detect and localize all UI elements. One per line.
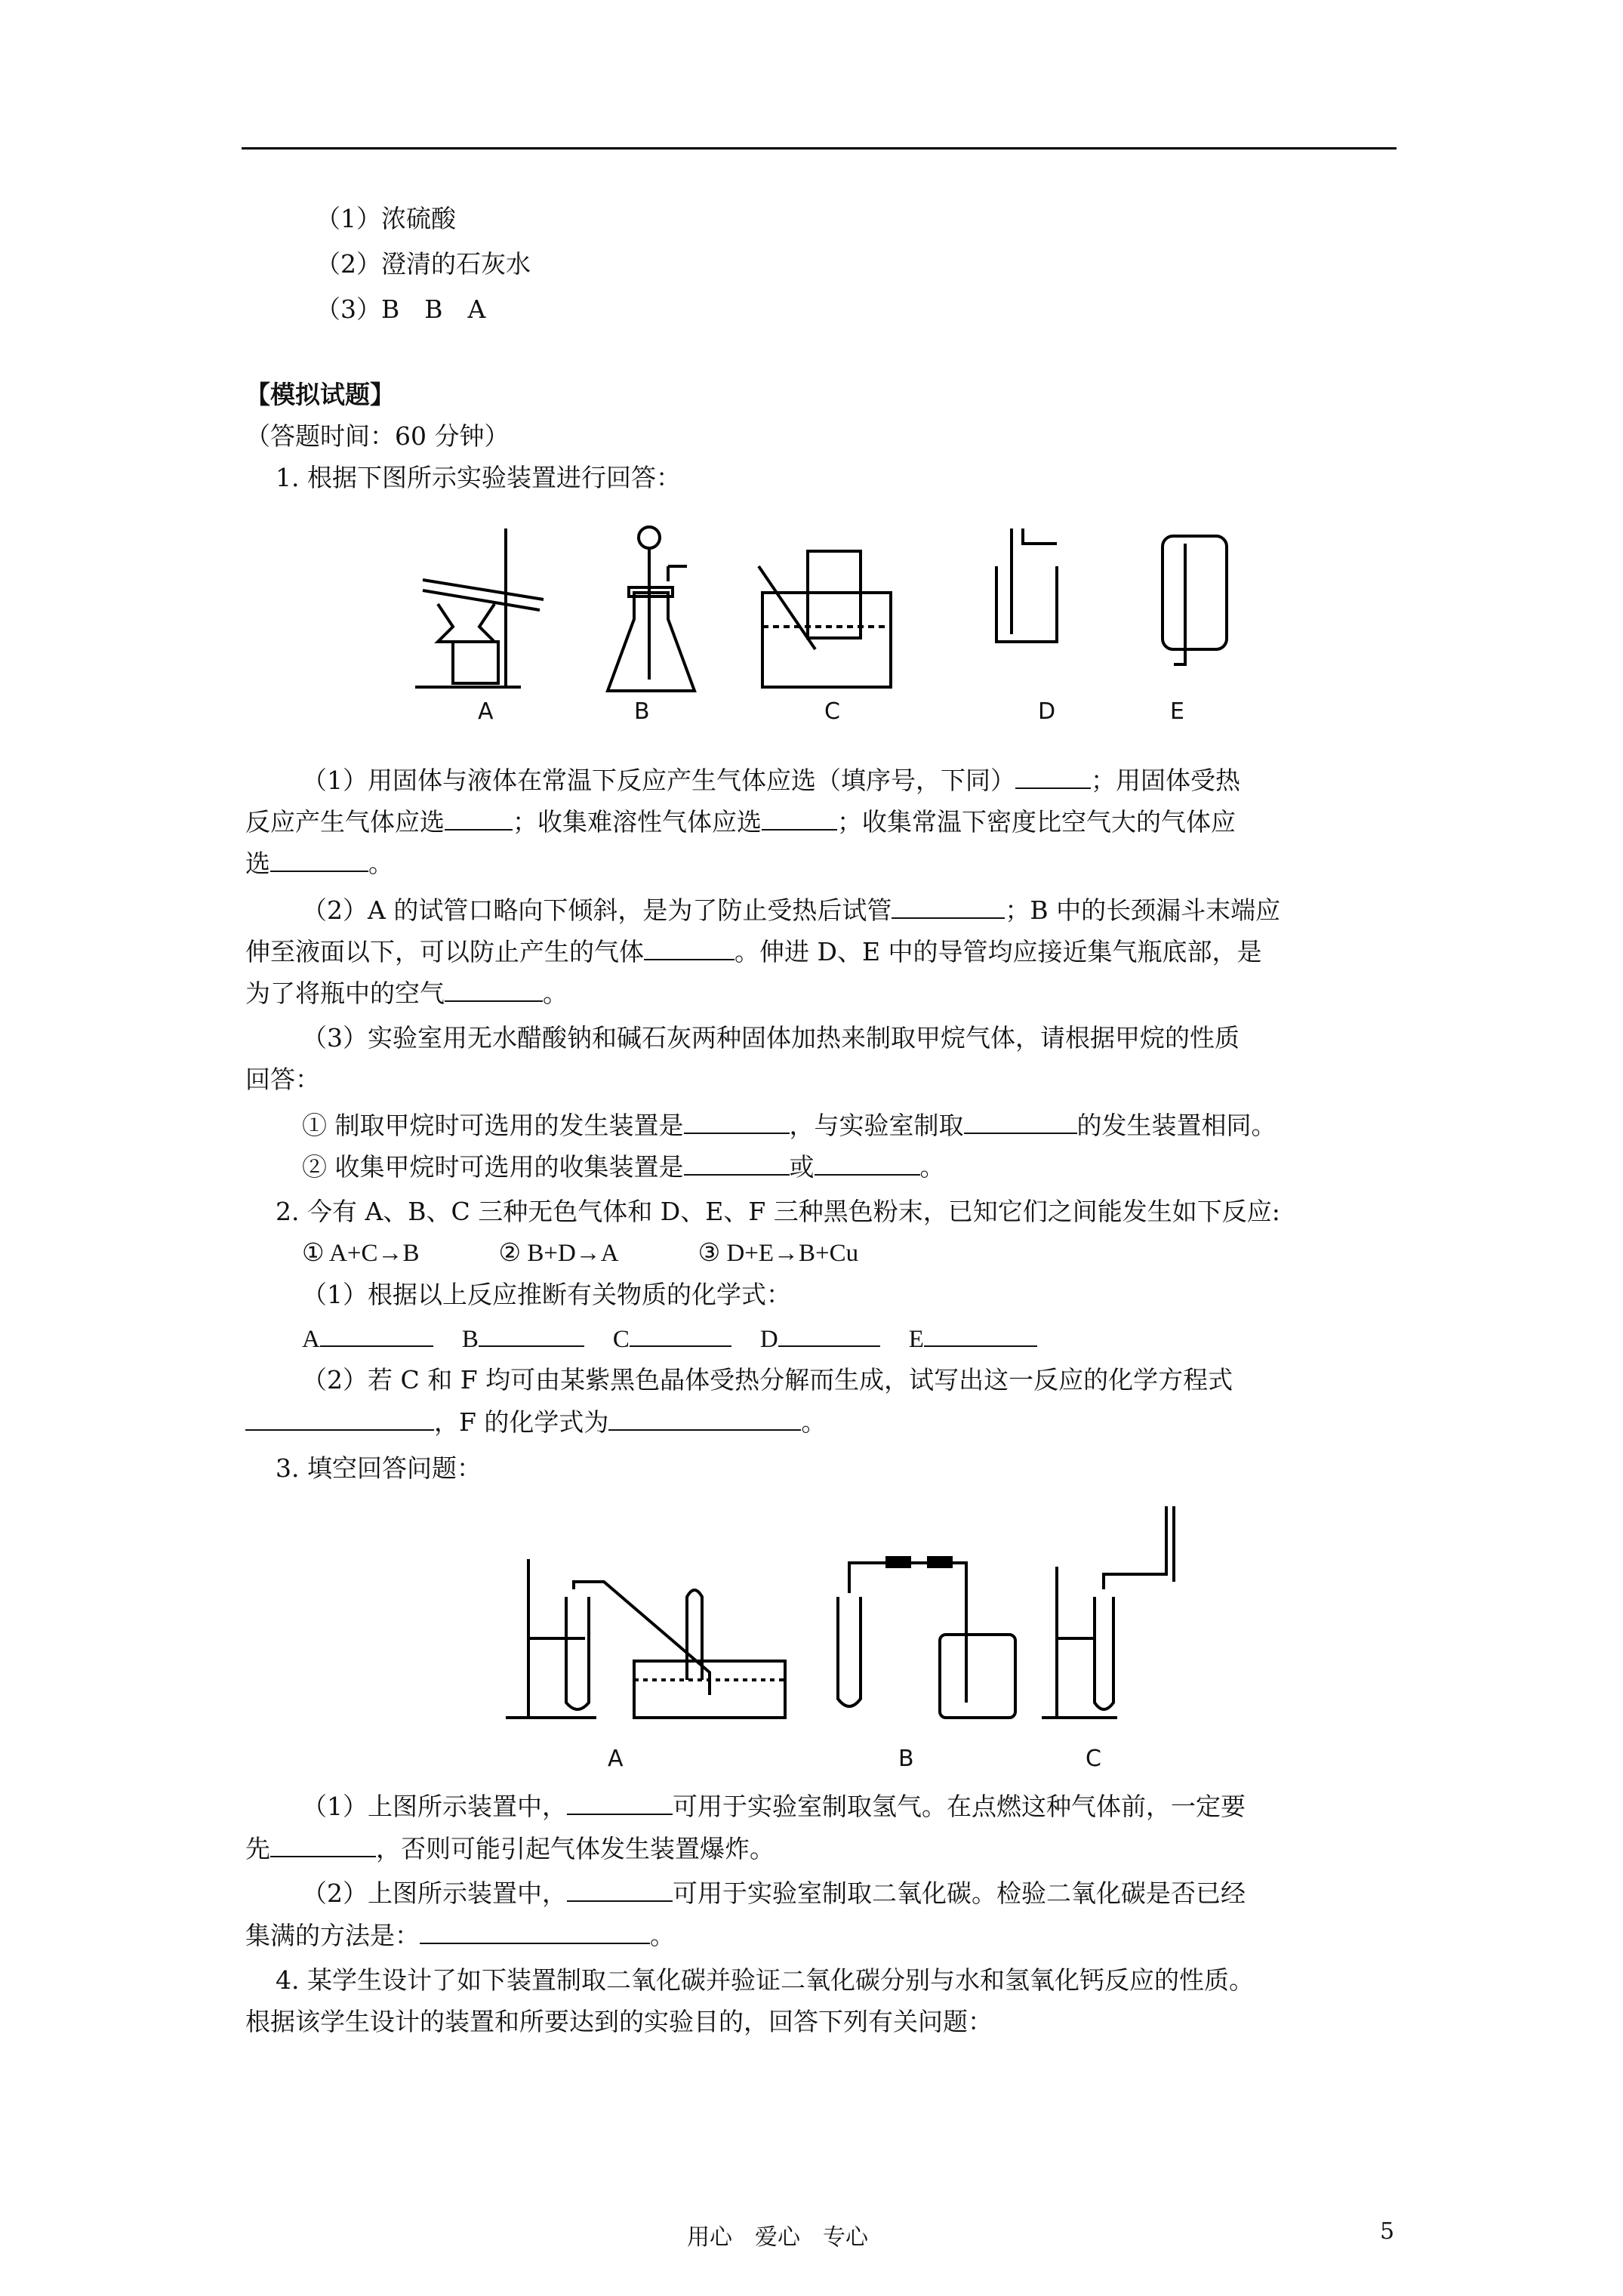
q3-p1-line2: 先 ，否则可能引起气体发生装置爆炸。 bbox=[245, 1834, 775, 1863]
q1-p3-line2: 回答： bbox=[245, 1065, 320, 1094]
q3-stem: 3. 填空回答问题： bbox=[276, 1453, 482, 1483]
header-rule bbox=[242, 147, 1397, 149]
q4-stem2: 根据该学生设计的装置和所要达到的实验目的，回答下列有关问题： bbox=[245, 2007, 993, 2036]
q3-apparatus-figure bbox=[483, 1499, 1208, 1725]
q3-label-a: A bbox=[608, 1746, 624, 1772]
q1-label-a: A bbox=[478, 698, 494, 725]
q1-p1-line1: （1）用固体与液体在常温下反应产生气体应选（填序号，下同） ；用固体受热 bbox=[302, 766, 1240, 795]
q1-p2-line3: 为了将瓶中的空气 。 bbox=[245, 978, 568, 1008]
q3-p2-line1: （2）上图所示装置中， 可用于实验室制取二氧化碳。检验二氧化碳是否已经 bbox=[302, 1878, 1246, 1908]
section-title: 【模拟试题】 bbox=[245, 380, 395, 409]
q1-label-c: C bbox=[824, 698, 840, 725]
q1-p1-line3: 选 。 bbox=[245, 849, 393, 878]
q1-label-d: D bbox=[1038, 698, 1056, 725]
answer-1: （1）浓硫酸 bbox=[316, 204, 456, 233]
q1-label-b: B bbox=[634, 698, 650, 725]
q2-stem: 2. 今有 A、B、C 三种无色气体和 D、E、F 三种黑色粉末，已知它们之间能发生如下反应: bbox=[276, 1197, 1280, 1226]
q1-p2-line2: 伸至液面以下，可以防止产生的气体 。伸进 D、E 中的导管均应接近集气瓶底部，是 bbox=[245, 937, 1262, 966]
q2-p2-line1: （2）若 C 和 F 均可由某紫黑色晶体受热分解而生成，试写出这一反应的化学方程式 bbox=[302, 1365, 1233, 1395]
answer-2: （2）澄清的石灰水 bbox=[316, 249, 531, 279]
q1-p3-line4: ② 收集甲烷时可选用的收集装置是 或 。 bbox=[302, 1152, 945, 1182]
q1-p2-line1: （2）A 的试管口略向下倾斜，是为了防止受热后试管 ；B 中的长颈漏斗末端应 bbox=[302, 895, 1281, 925]
q4-stem: 4. 某学生设计了如下装置制取二氧化碳并验证二氧化碳分别与水和氢氧化钙反应的性质。 bbox=[276, 1965, 1254, 1995]
q1-stem: 1. 根据下图所示实验装置进行回答： bbox=[276, 463, 681, 492]
q3-p2-line2: 集满的方法是： 。 bbox=[245, 1921, 675, 1950]
q1-p1-line2: 反应产生气体应选 ；收集难溶性气体应选 ；收集常温下密度比空气大的气体应 bbox=[245, 807, 1236, 837]
q2-formula-blanks: A B C D E bbox=[302, 1323, 1037, 1354]
q1-apparatus-figure bbox=[408, 521, 1238, 702]
q1-label-e: E bbox=[1170, 698, 1184, 725]
q3-p1-line1: （1）上图所示装置中， 可用于实验室制取氢气。在点燃这种气体前，一定要 bbox=[302, 1792, 1246, 1821]
q1-p3-line1: （3）实验室用无水醋酸钠和碱石灰两种固体加热来制取甲烷气体，请根据甲烷的性质 bbox=[302, 1023, 1240, 1052]
q2-p2-line2: ，F 的化学式为 。 bbox=[245, 1407, 826, 1438]
page-number: 5 bbox=[1380, 2218, 1395, 2245]
answer-3: （3）B B A bbox=[316, 294, 486, 324]
footer-motto: 用心 爱心 专心 bbox=[687, 2224, 868, 2251]
time-note: （答题时间：60 分钟） bbox=[245, 421, 510, 451]
q1-p3-line3: ① 制取甲烷时可选用的发生装置是 ，与实验室制取 的发生装置相同。 bbox=[302, 1111, 1277, 1140]
q2-p1: （1）根据以上反应推断有关物质的化学式： bbox=[302, 1280, 791, 1309]
q3-label-c: C bbox=[1086, 1746, 1101, 1772]
q2-reactions: ① A+C→B ② B+D→A ③ D+E→B+Cu bbox=[302, 1240, 859, 1267]
q3-label-b: B bbox=[898, 1746, 914, 1772]
